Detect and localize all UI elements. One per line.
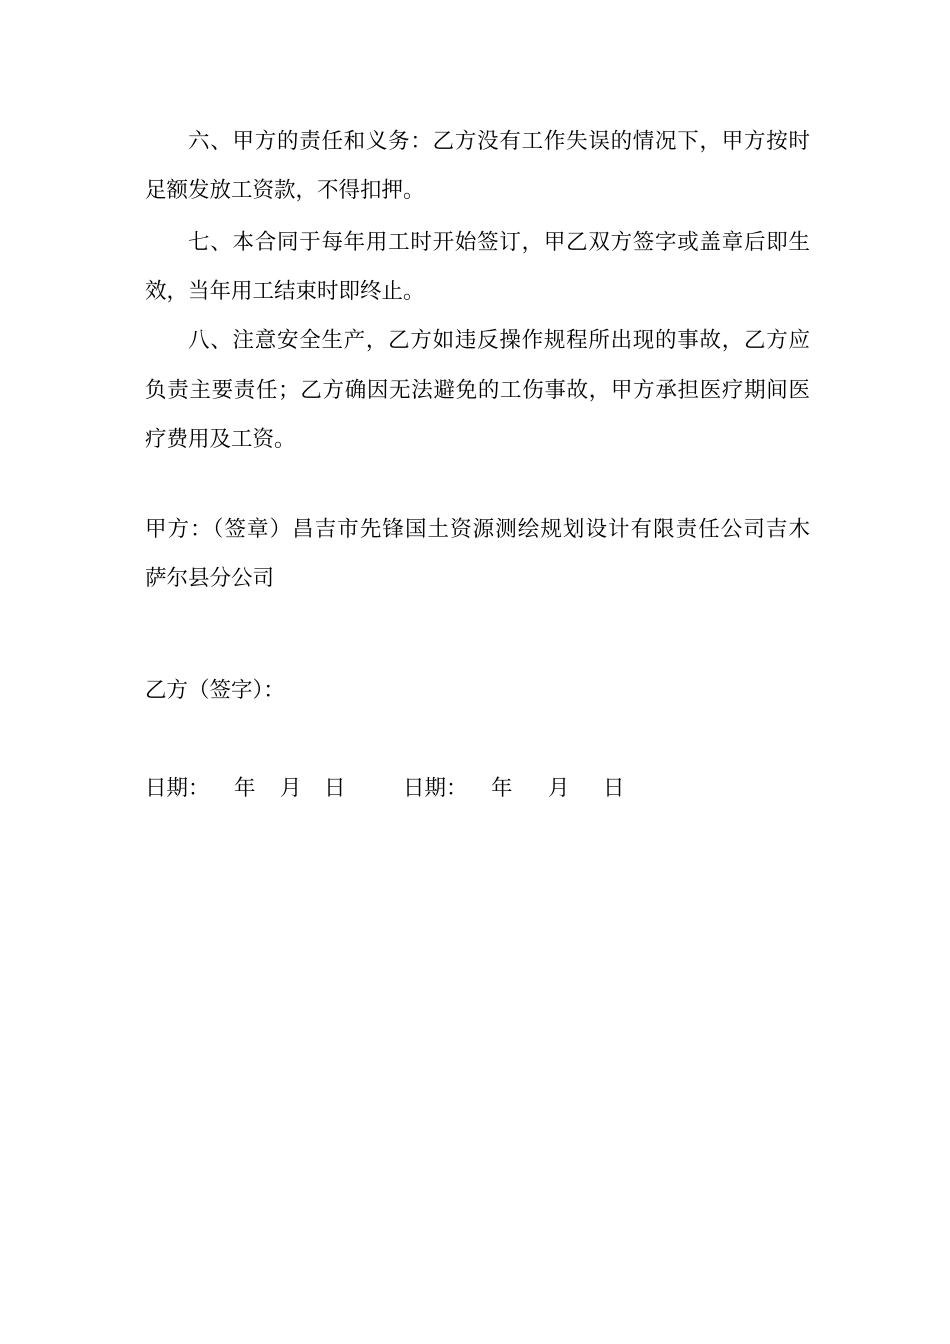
date-left-year: 年: [234, 776, 256, 801]
party-a-line-2: 萨尔县分公司: [145, 566, 275, 591]
clause-7-line-1: 七、本合同于每年用工时开始签订，甲乙双方签字或盖章后即生: [188, 230, 810, 255]
clause-8-line-3: 疗费用及工资。: [145, 427, 296, 452]
clause-6-line-1: 六、甲方的责任和义务：乙方没有工作失误的情况下，甲方按时: [188, 129, 810, 154]
date-right-day: 日: [603, 776, 625, 801]
party-b-signature-label: 乙方（签字）：: [145, 678, 285, 703]
date-left-label: 日期：: [145, 776, 210, 801]
clause-6-line-2: 足额发放工资款，不得扣押。: [145, 178, 425, 203]
date-right-year: 年: [491, 776, 513, 801]
party-a-line-1: 甲方：（签章）昌吉市先锋国土资源测绘规划设计有限责任公司吉木: [145, 517, 810, 542]
date-left-day: 日: [324, 776, 346, 801]
date-right-label: 日期：: [403, 776, 468, 801]
clause-7-line-2: 效，当年用工结束时即终止。: [145, 279, 425, 304]
date-left-month: 月: [280, 776, 302, 801]
clause-8-line-2: 负责主要责任；乙方确因无法避免的工伤事故，甲方承担医疗期间医: [145, 378, 810, 403]
date-right-month: 月: [548, 776, 570, 801]
clause-8-line-1: 八、注意安全生产，乙方如违反操作规程所出现的事故，乙方应: [188, 328, 810, 353]
